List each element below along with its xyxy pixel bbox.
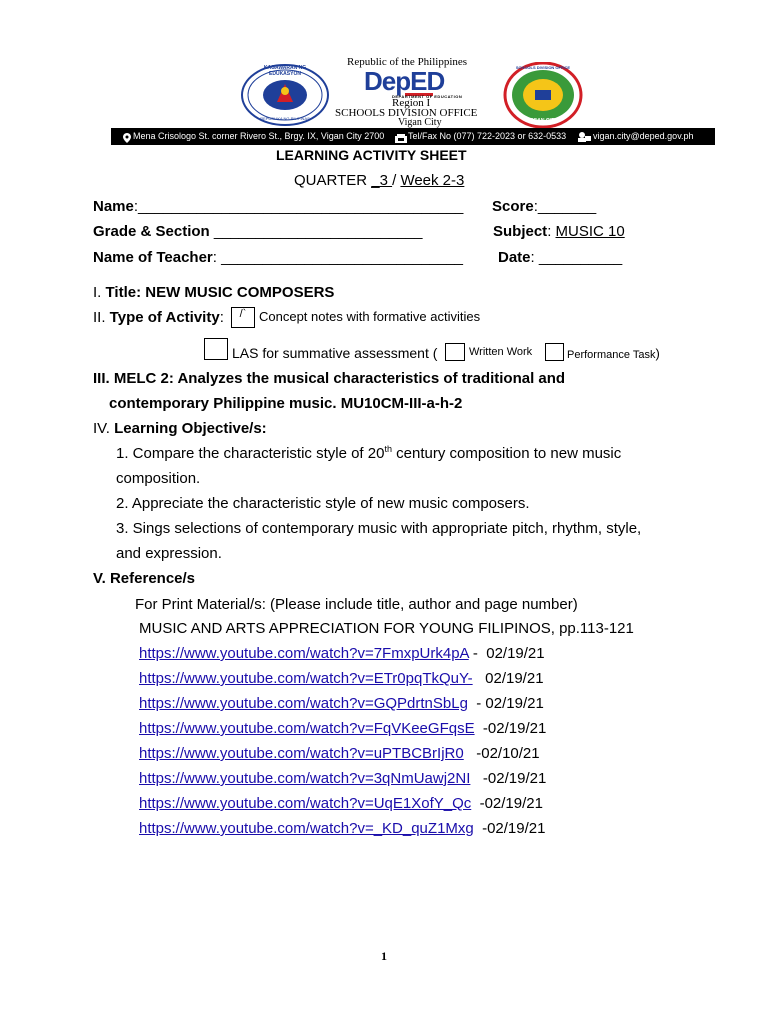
summative-checkbox[interactable] — [204, 338, 228, 360]
teacher-field[interactable] — [93, 249, 463, 267]
section1-num: I. — [93, 284, 106, 301]
reference-link-row — [139, 720, 546, 745]
deped-logo-text: DepED — [364, 66, 445, 96]
references-heading: V. Reference/s — [93, 570, 196, 587]
sheet-title: LEARNING ACTIVITY SHEET — [276, 147, 467, 163]
week-value: Week 2-3 — [400, 172, 465, 189]
link-date: -02/19/21 — [470, 770, 547, 787]
summative-close: ) — [655, 346, 660, 361]
date-blank: : __________ — [530, 249, 623, 266]
score-field[interactable] — [492, 198, 596, 216]
sdo-seal — [503, 62, 583, 128]
date-field[interactable] — [498, 249, 622, 267]
print-material-note: For Print Material/s: (Please include title, author and page number) — [135, 596, 578, 613]
written-work-checkbox[interactable] — [445, 343, 465, 361]
objective-2: 2. Appreciate the characteristic style of new music composers. — [116, 495, 530, 512]
reference-link-row — [139, 670, 546, 695]
link-date: -02/19/21 — [474, 720, 547, 737]
youtube-link[interactable]: https://www.youtube.com/watch?v=GQPdrtnSbLg — [139, 695, 468, 712]
link-date: 02/19/21 — [472, 670, 544, 687]
objectives-label: Learning Objective/s: — [114, 420, 267, 437]
activity-type — [93, 309, 224, 327]
objective-1-cont: composition. — [116, 470, 201, 487]
region-text: Region I — [392, 97, 431, 109]
subject-colon: : — [547, 223, 556, 240]
section2-num: II. — [93, 309, 110, 326]
concept-notes-label: Concept notes with formative activities — [259, 309, 481, 324]
section4-num: IV. — [93, 420, 115, 437]
reference-link-row — [139, 695, 546, 720]
youtube-link[interactable]: https://www.youtube.com/watch?v=FqVKeeGFqsE — [139, 720, 475, 737]
subject-value: MUSIC 10 — [555, 223, 625, 240]
name-label: Name — [93, 198, 134, 215]
deped-subtitle: DEPARTMENT OF EDUCATION — [392, 94, 463, 99]
quarter-label: QUARTER — [294, 172, 372, 189]
deped-seal — [240, 64, 330, 126]
objectives-heading — [93, 420, 267, 438]
activity-type-label: Type of Activity — [109, 309, 220, 326]
subject-field — [493, 223, 625, 241]
deped-red-accent — [405, 67, 433, 96]
email-text: vigan.city@deped.gov.ph — [593, 131, 694, 141]
right-seal-text: SCHOOLS DIVISION OFFICE — [515, 65, 571, 70]
objective-3-cont: and expression. — [116, 545, 222, 562]
link-date: -02/19/21 — [473, 820, 546, 837]
name-blank: :_______________________________________ — [133, 198, 464, 215]
grade-section-field[interactable] — [93, 223, 422, 241]
name-field[interactable] — [93, 198, 463, 216]
address-text: Mena Crisologo St. corner Rivero St., Brgy. IX, Vigan City 2700 — [133, 131, 385, 141]
page-number: 1 — [381, 949, 387, 963]
performance-task-label — [567, 346, 660, 361]
score-blank: :_______ — [533, 198, 597, 215]
written-work-label: Written Work — [469, 346, 533, 358]
link-date: -02/19/21 — [471, 795, 543, 812]
city-text: Vigan City — [398, 117, 442, 128]
link-date: - 02/19/21 — [468, 645, 545, 662]
objective-1 — [116, 445, 621, 463]
youtube-link[interactable]: https://www.youtube.com/watch?v=ETr0pqTkQuY- — [139, 670, 473, 687]
youtube-link[interactable]: https://www.youtube.com/watch?v=_KD_quZ1Mxg — [139, 820, 474, 837]
link-date: -02/10/21 — [463, 745, 540, 762]
youtube-link[interactable]: https://www.youtube.com/watch?v=3qNmUawj2NI — [139, 770, 471, 787]
link-date: - 02/19/21 — [467, 695, 544, 712]
subject-label: Subject — [493, 223, 548, 240]
book-reference: MUSIC AND ARTS APPRECIATION FOR YOUNG FILIPINOS, pp.113-121 — [139, 620, 634, 637]
reference-link-row — [139, 820, 546, 845]
checkmark: /` — [239, 308, 247, 320]
right-seal-bottom: VIGAN CITY — [528, 118, 558, 124]
reference-link-row — [139, 770, 546, 795]
section1-text: Title: NEW MUSIC COMPOSERS — [105, 284, 335, 301]
grade-blank: _________________________ — [209, 223, 423, 240]
teacher-blank: : _____________________________ — [212, 249, 464, 266]
objective-1-sup: th — [384, 444, 392, 454]
left-seal-text: KAGAWARAN NG EDUKASYON — [263, 65, 307, 77]
objective-1-text-a: 1. Compare the characteristic style of 20 — [116, 445, 385, 462]
quarter-sep: / — [392, 172, 401, 189]
performance-task-text: Performance Task — [567, 349, 656, 361]
quarter-value: _3 — [371, 172, 393, 189]
score-label: Score — [492, 198, 534, 215]
section-title — [93, 284, 334, 302]
grade-label: Grade & Section — [93, 223, 210, 240]
performance-task-checkbox[interactable] — [545, 343, 564, 361]
summative-label: LAS for summative assessment ( — [232, 345, 438, 361]
concept-notes-checkbox[interactable] — [231, 307, 255, 328]
quarter-line — [294, 172, 464, 190]
reference-link-row — [139, 745, 546, 770]
reference-links — [139, 645, 546, 845]
activity-type-colon: : — [219, 309, 224, 326]
date-label: Date — [498, 249, 531, 266]
reference-link-row — [139, 645, 546, 670]
youtube-link[interactable]: https://www.youtube.com/watch?v=UqE1XofY_Qc — [139, 795, 472, 812]
youtube-link[interactable]: https://www.youtube.com/watch?v=7FmxpUrk4pA — [139, 645, 469, 662]
reference-link-row — [139, 795, 546, 820]
location-pin-icon — [123, 132, 131, 149]
address-bar — [111, 128, 715, 145]
teacher-label: Name of Teacher — [93, 249, 213, 266]
objective-1-text-b: century composition to new music — [391, 445, 622, 462]
office-text: SCHOOLS DIVISION OFFICE — [335, 107, 478, 119]
objective-3: 3. Sings selections of contemporary music with appropriate pitch, rhythm, style, — [116, 520, 642, 537]
left-seal-bottom: REPUBLIKA NG PILIPINAS — [260, 116, 310, 121]
youtube-link[interactable]: https://www.youtube.com/watch?v=uPTBCBrIjR0 — [139, 745, 464, 762]
republic-text: Republic of the Philippines — [347, 56, 468, 68]
telfax-text: Tel/Fax No (077) 722-2023 or 632-0533 — [408, 131, 567, 141]
email-icon — [577, 131, 591, 148]
melc-line-1: III. MELC 2: Analyzes the musical characteristics of traditional and — [93, 370, 566, 387]
melc-line-2: contemporary Philippine music. MU10CM-III-a-h-2 — [109, 395, 463, 412]
